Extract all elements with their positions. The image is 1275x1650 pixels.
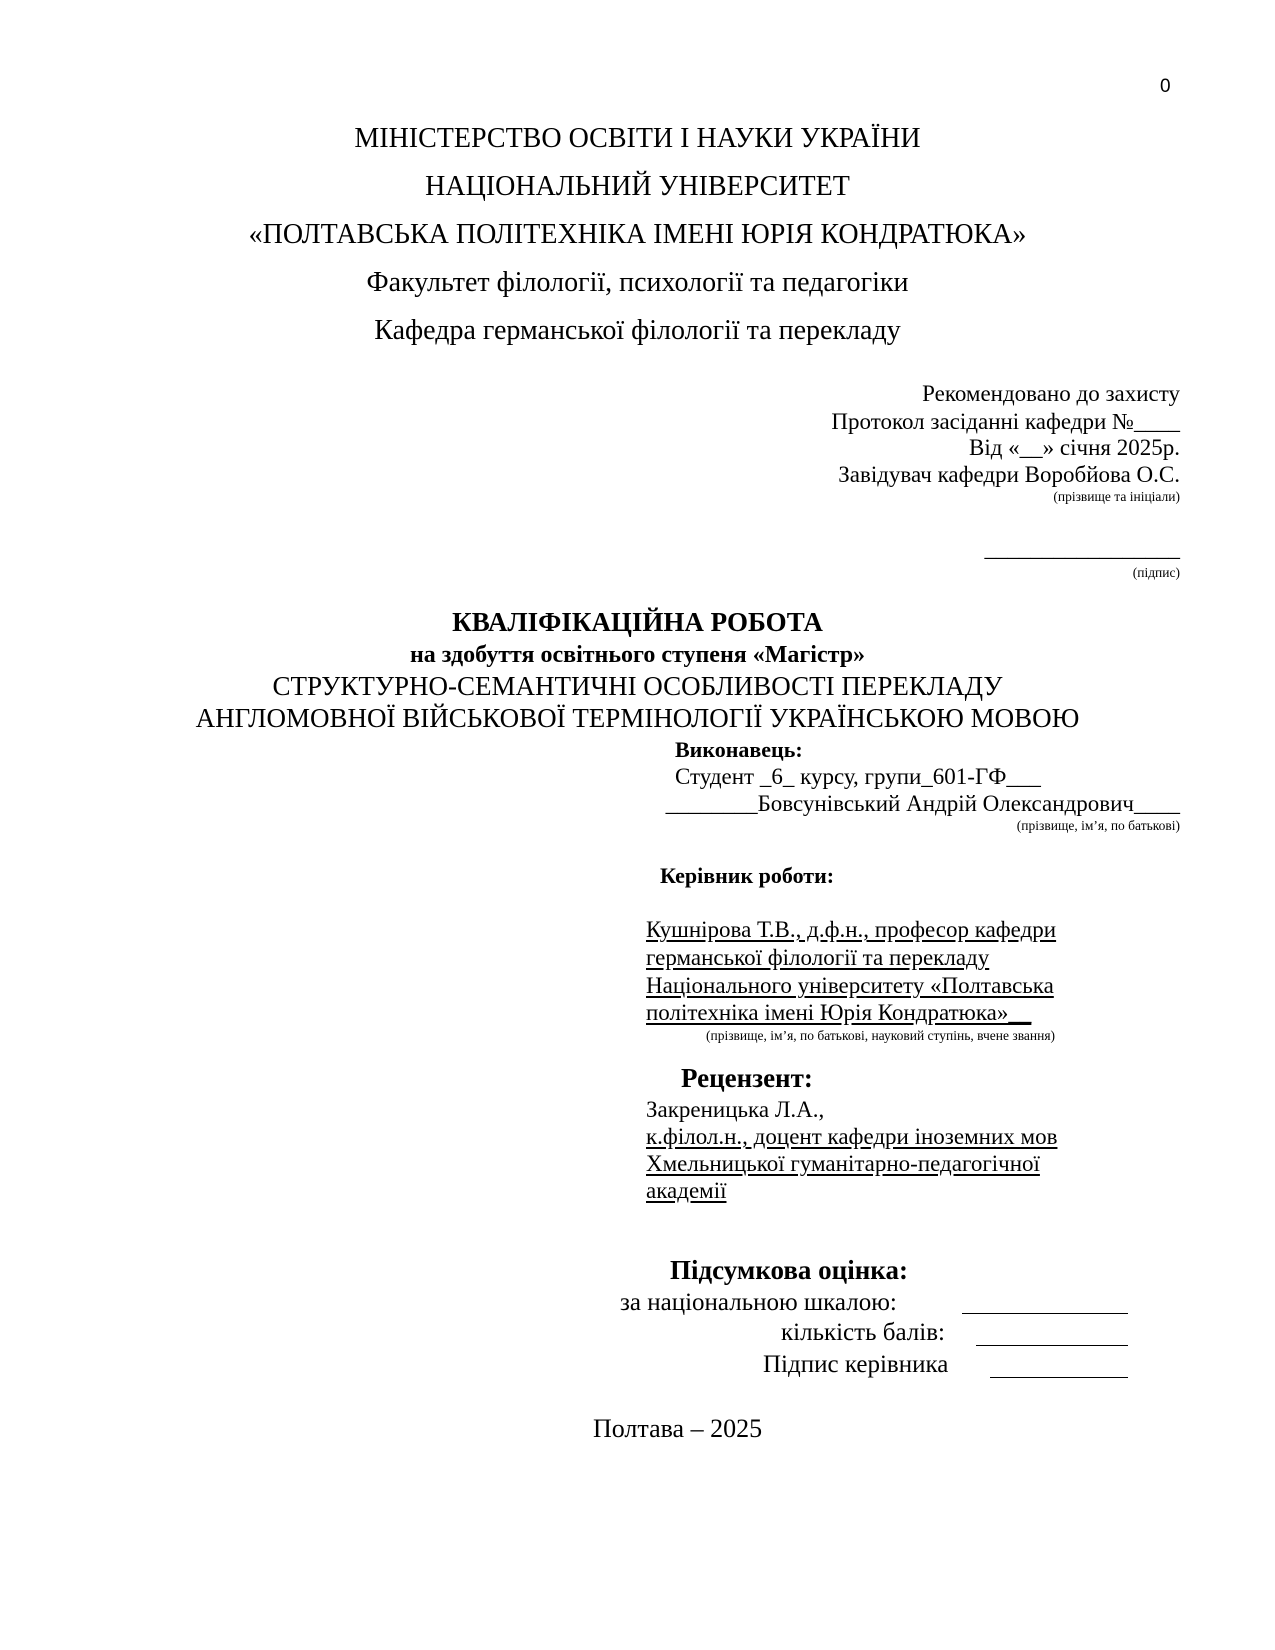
performer-name-line: ________Бовсунівський Андрій Олександрович____ xyxy=(665,791,1180,816)
approval-head-note: (прізвище та ініціали) xyxy=(1053,489,1180,504)
supervisor-line: Національного університету «Полтавська xyxy=(646,973,1054,998)
work-type-title: КВАЛІФІКАЦІЙНА РОБОТА xyxy=(452,607,823,637)
university-heading-line1: НАЦІОНАЛЬНИЙ УНІВЕРСИТЕТ xyxy=(425,171,850,202)
ministry-heading: МІНІСТЕРСТВО ОСВІТИ І НАУКИ УКРАЇНИ xyxy=(354,123,921,154)
grading-signature-blank xyxy=(990,1377,1128,1378)
grading-heading: Підсумкова оцінка: xyxy=(670,1255,908,1285)
work-topic-line1: СТРУКТУРНО-СЕМАНТИЧНІ ОСОБЛИВОСТІ ПЕРЕКЛАДУ xyxy=(272,671,1003,701)
supervisor-note: (прізвище, ім’я, по батькові, науковий ступінь, вчене звання) xyxy=(706,1028,1056,1043)
performer-heading: Виконавець: xyxy=(675,737,803,762)
city-year: Полтава – 2025 xyxy=(593,1414,763,1443)
grading-points-blank xyxy=(976,1345,1128,1346)
approval-recommended: Рекомендовано до захисту xyxy=(922,381,1180,406)
supervisor-line: політехніка імені Юрія Кондратюка»__ xyxy=(646,1000,1032,1025)
performer-name-note: (прізвище, ім’я, по батькові) xyxy=(1016,818,1180,833)
approval-signature-note: (підпис) xyxy=(1132,565,1180,580)
faculty-heading: Факультет філології, психології та педагогіки xyxy=(366,267,909,298)
reviewer-name: Закреницька Л.А., xyxy=(646,1097,825,1122)
department-heading: Кафедра германської філології та перекладу xyxy=(374,315,901,346)
approval-department-head: Завідувач кафедри Воробйова О.С. xyxy=(838,462,1180,487)
grading-signature-label: Підпис керівника xyxy=(763,1351,949,1378)
approval-signature-blank: _________________ xyxy=(984,536,1180,561)
university-heading-line2: «ПОЛТАВСЬКА ПОЛІТЕХНІКА ІМЕНІ ЮРІЯ КОНДРАТЮКА» xyxy=(248,219,1027,250)
grading-national-scale-blank xyxy=(962,1313,1128,1314)
grading-points-label: кількість балів: xyxy=(781,1319,945,1346)
approval-date: Від «__» січня 2025р. xyxy=(969,435,1180,460)
work-degree-line: на здобуття освітнього ступеня «Магістр» xyxy=(409,642,866,668)
supervisor-line: Кушнірова Т.В., д.ф.н., професор кафедри xyxy=(646,917,1057,942)
grading-national-scale-label: за національною шкалою: xyxy=(620,1289,897,1316)
supervisor-line: германської філології та перекладу xyxy=(646,945,990,970)
reviewer-line: академії xyxy=(646,1178,727,1203)
performer-student-line: Студент _6_ курсу, групи_601-ГФ___ xyxy=(675,764,1041,789)
work-topic-line2: АНГЛОМОВНОЇ ВІЙСЬКОВОЇ ТЕРМІНОЛОГІЇ УКРАЇНСЬКОЮ МОВОЮ xyxy=(195,703,1080,733)
reviewer-line: к.філол.н., доцент кафедри іноземних мов xyxy=(646,1124,1058,1149)
approval-protocol: Протокол засіданні кафедри №____ xyxy=(831,409,1180,434)
supervisor-heading: Керівник роботи: xyxy=(660,863,835,888)
reviewer-heading: Рецензент: xyxy=(681,1063,813,1093)
page-number: 0 xyxy=(1160,76,1171,97)
reviewer-line: Хмельницької гуманітарно-педагогічної xyxy=(646,1151,1040,1176)
